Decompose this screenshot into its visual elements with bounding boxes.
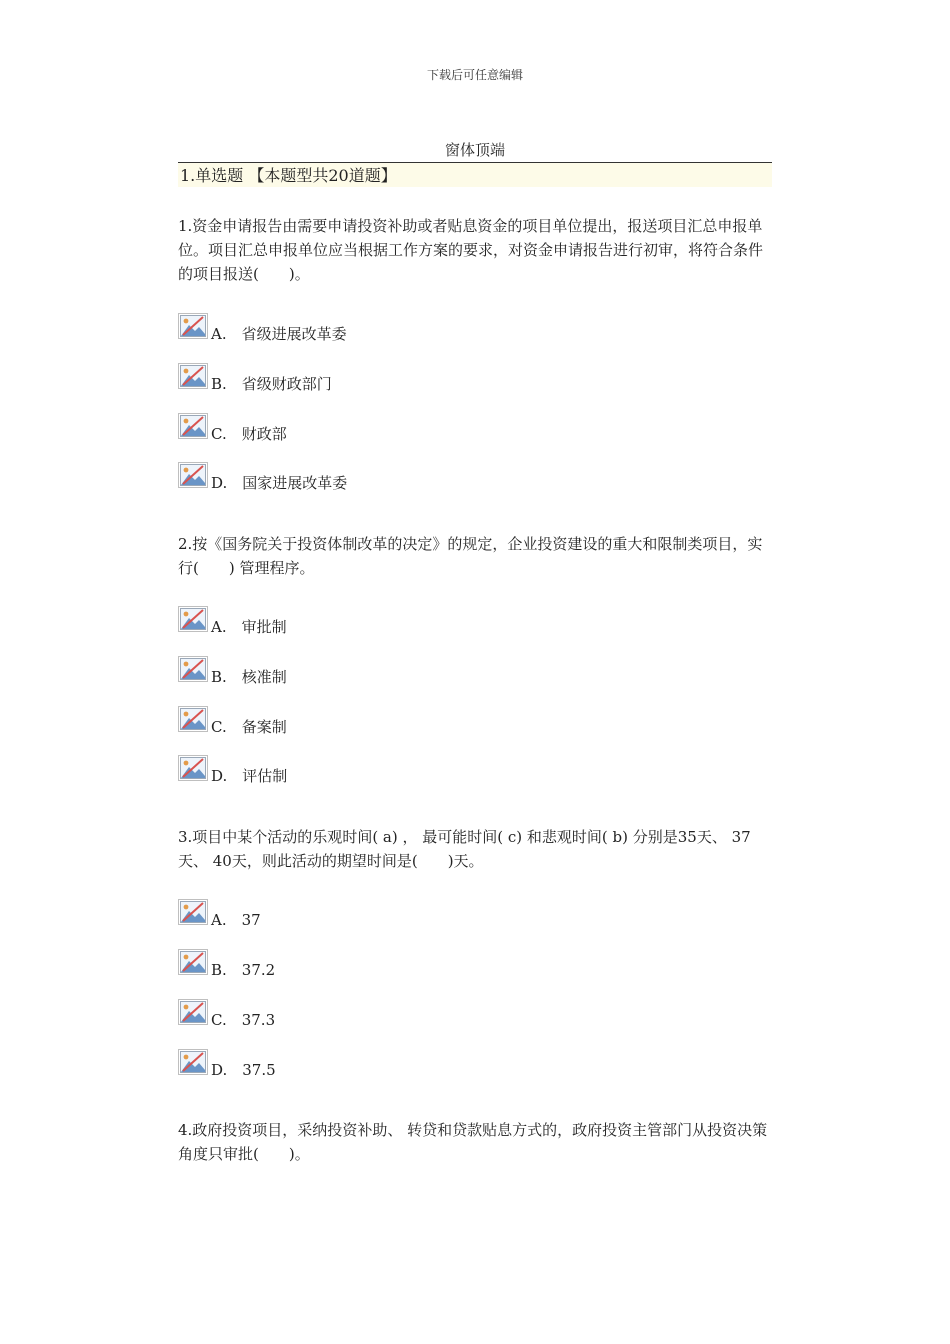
form-top-label: 窗体顶端	[444, 141, 505, 159]
broken-image-icon[interactable]	[178, 755, 208, 781]
question-3-text: 3.项目中某个活动的乐观时间( a) ， 最可能时间( c) 和悲观时间( b) 分别是35天、 37天、 40天，则此活动的期望时间是( )天。	[178, 828, 751, 870]
question-2-text: 2.按《国务院关于投资体制改革的决定》的规定，企业投资建设的重大和限制类项目，实行( ) 管理程序。	[178, 535, 763, 577]
broken-image-icon[interactable]	[178, 363, 208, 389]
broken-image-icon[interactable]	[178, 606, 208, 632]
option-label: A. 省级进展改革委	[211, 325, 347, 343]
option-label: A. 审批制	[211, 618, 287, 636]
option-label: B. 核准制	[211, 668, 287, 686]
option-label: B. 省级财政部门	[211, 375, 332, 393]
option-label: D. 评估制	[211, 767, 288, 785]
header-note: 下载后可任意编辑	[426, 68, 523, 82]
option-label: B. 37.2	[211, 961, 276, 979]
broken-image-icon[interactable]	[178, 999, 208, 1025]
broken-image-icon[interactable]	[178, 313, 208, 339]
broken-image-icon[interactable]	[178, 656, 208, 682]
option-label: D. 37.5	[211, 1061, 276, 1079]
question-4-text: 4.政府投资项目，采纳投资补助、 转贷和贷款贴息方式的，政府投资主管部门从投资决策角度只审批( )。	[178, 1121, 768, 1163]
broken-image-icon[interactable]	[178, 1049, 208, 1075]
option-label: A. 37	[211, 911, 261, 929]
broken-image-icon[interactable]	[178, 462, 208, 488]
question-1-text: 1.资金申请报告由需要申请投资补助或者贴息资金的项目单位提出，报送项目汇总申报单位。项目汇总申报单位应当根据工作方案的要求，对资金申请报告进行初审，将符合条件的项目报送( )。	[178, 217, 764, 283]
broken-image-icon[interactable]	[178, 706, 208, 732]
broken-image-icon[interactable]	[178, 413, 208, 439]
option-label: D. 国家进展改革委	[211, 474, 348, 492]
option-label: C. 37.3	[211, 1011, 276, 1029]
broken-image-icon[interactable]	[178, 899, 208, 925]
option-label: C. 财政部	[211, 425, 287, 443]
section-title: 1.单选题 【本题型共20道题】	[178, 162, 772, 187]
broken-image-icon[interactable]	[178, 949, 208, 975]
option-label: C. 备案制	[211, 718, 287, 736]
